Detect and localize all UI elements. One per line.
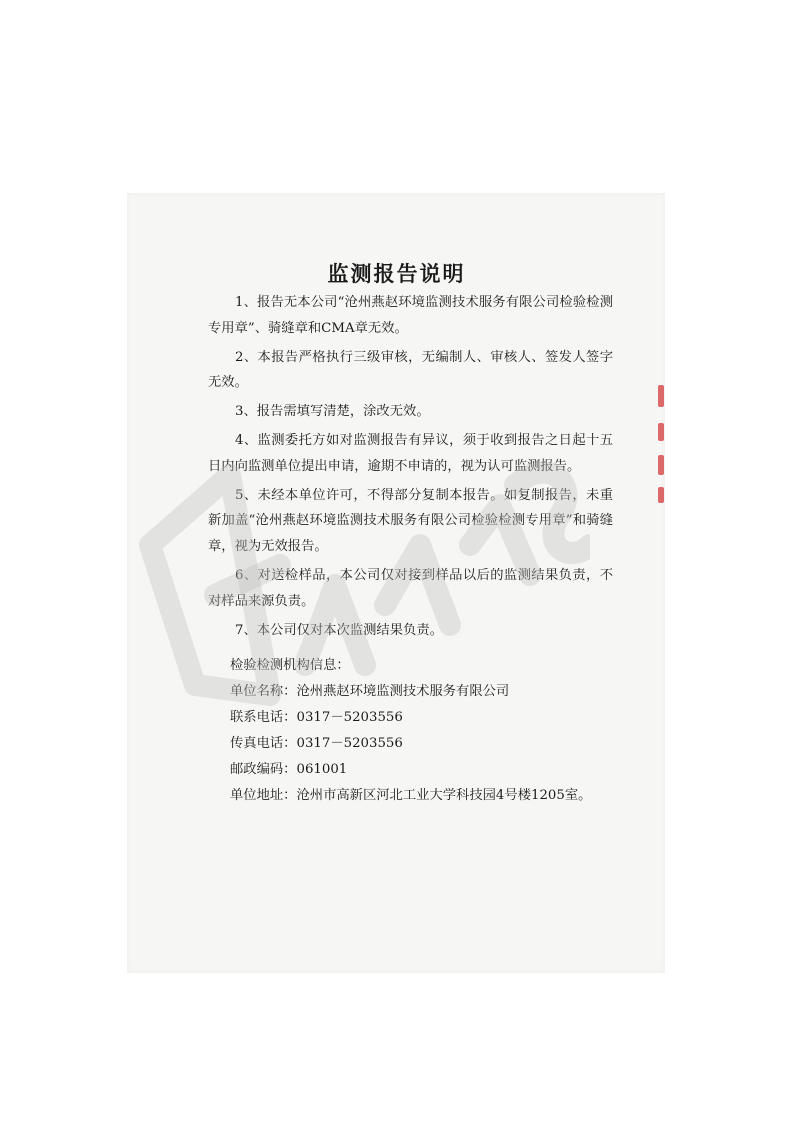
- info-heading: 检验检测机构信息：: [230, 658, 350, 673]
- seam-stamp-marks: [658, 385, 668, 505]
- clause-7: 7、本公司仅对本次监测结果负责。: [235, 622, 443, 638]
- clause-4: 4、监测委托方如对监测报告有异议，须于收到报告之日起十五日内向监测单位提出申请，逾期不申请的，视为认可监测报告。: [208, 432, 613, 474]
- info-phone: 联系电话：0317－5203556: [230, 710, 403, 725]
- info-address: 单位地址：沧州市高新区河北工业大学科技园4号楼1205室。: [230, 788, 592, 803]
- info-unit-name: 单位名称：沧州燕赵环境监测技术服务有限公司: [230, 684, 510, 699]
- clause-1: 1、报告无本公司“沧州燕赵环境监测技术服务有限公司检验检测专用章”、骑缝章和CMA章无效。: [208, 295, 613, 336]
- clause-3: 3、报告需填写清楚，涂改无效。: [235, 404, 430, 420]
- clause-list: [208, 290, 613, 646]
- document-title: 监测报告说明: [327, 262, 466, 286]
- clause-2: 2、本报告严格执行三级审核，无编制人、审核人、签发人签字无效。: [208, 349, 613, 391]
- clause-5: 5、未经本单位许可，不得部分复制本报告。如复制报告，未重新加盖“沧州燕赵环境监测技术服务有限公司检验检测专用章”和骑缝章，视为无效报告。: [208, 487, 613, 555]
- info-postcode: 邮政编码：061001: [230, 762, 348, 777]
- info-fax: 传真电话：0317－5203556: [230, 736, 403, 751]
- clause-6: 6、对送检样品，本公司仅对接到样品以后的监测结果负责，不对样品来源负责。: [208, 567, 613, 609]
- institution-info: [230, 653, 591, 809]
